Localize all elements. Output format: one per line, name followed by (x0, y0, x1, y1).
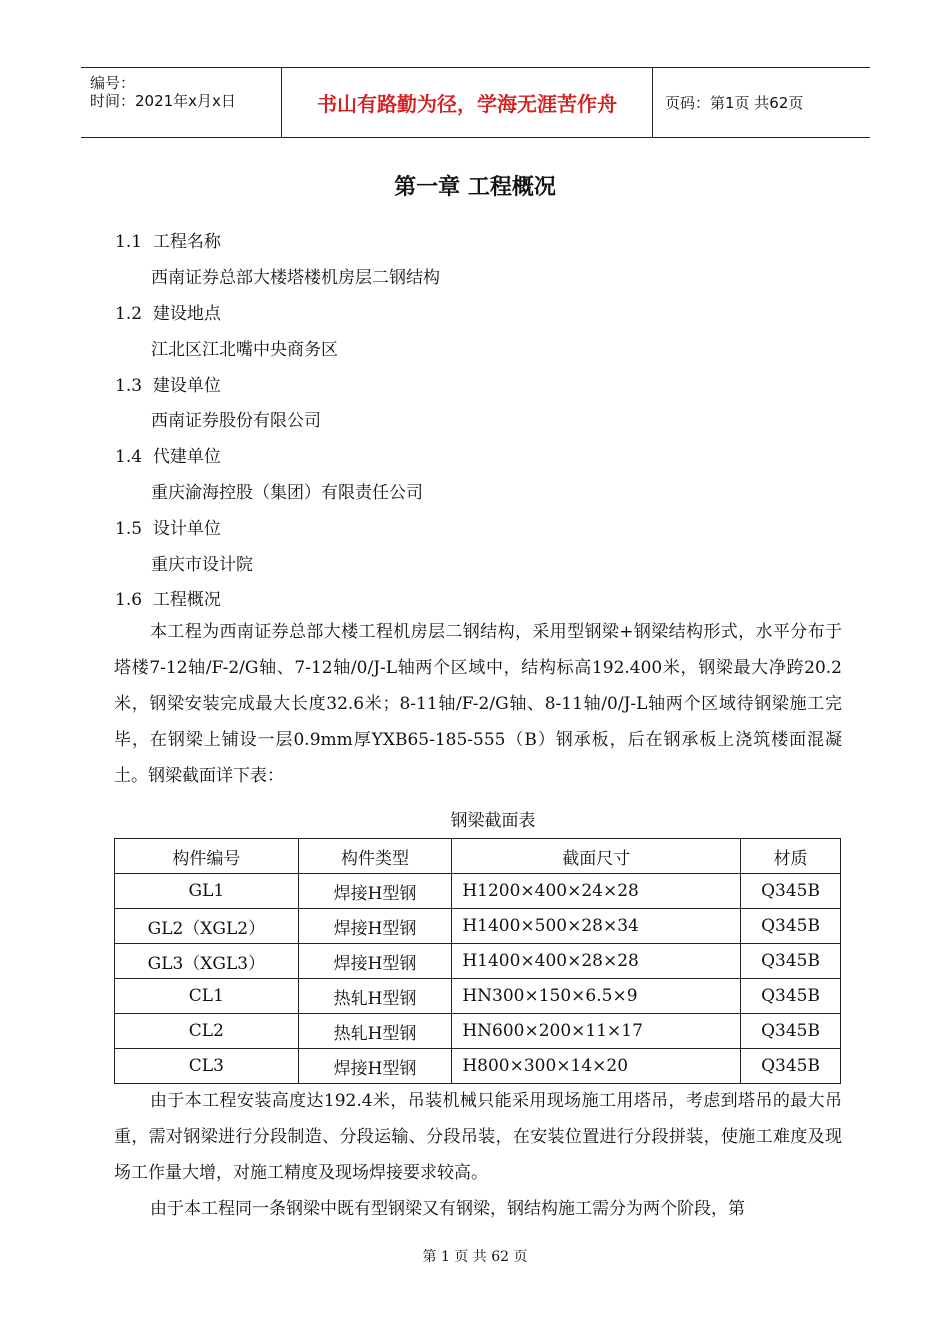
overview-paragraph: 本工程为西南证券总部大楼工程机房层二钢结构，采用型钢梁+钢梁结构形式，水平分布于塔楼7-12轴/F-2/G轴、7-12轴/0/J-L轴两个区域中，结构标高192.400米，钢梁最大净跨20.2米，钢梁安装完成最大长度32.6米；8-11轴/F-2/G轴、8-11轴/0/J-L轴两个区域待钢梁施工完毕，在钢梁上铺设一层0.9mm厚YXB65-185-555（B）钢承板，后在钢承板上浇筑楼面混凝土。钢梁截面详下表： (114, 622, 842, 786)
table-header-cell: 构件类型 (298, 839, 452, 874)
section-number: 1.6 (115, 590, 143, 610)
material: Q345B (741, 909, 841, 944)
header-page-info: 页码：第1页 共62页 (665, 94, 804, 112)
member-type: 热轧H型钢 (298, 1014, 452, 1049)
table-header-cell: 截面尺寸 (452, 839, 741, 874)
section-title: 代建单位 (152, 447, 221, 467)
section-title: 设计单位 (152, 519, 221, 539)
member-type: 焊接H型钢 (298, 1049, 452, 1084)
section-value: 西南证券股份有限公司 (151, 411, 321, 431)
table-row (115, 944, 841, 979)
table-header-cell: 材质 (741, 839, 841, 874)
section-number: 1.1 (115, 232, 143, 252)
installation-paragraph: 由于本工程安装高度达192.4米，吊装机械只能采用现场施工用塔吊，考虑到塔吊的最大吊重，需对钢梁进行分段制造、分段运输、分段吊装，在安装位置进行分段拼装，使施工难度及现场工作量大增，对施工精度及现场焊接要求较高。 (114, 1091, 842, 1183)
section-heading (115, 299, 221, 324)
table-row (115, 979, 841, 1014)
section-number: 1.5 (115, 519, 143, 539)
table-row (115, 909, 841, 944)
member-type: 热轧H型钢 (298, 979, 452, 1014)
document-header (81, 67, 870, 138)
material: Q345B (741, 1049, 841, 1084)
section-title: 建设单位 (152, 376, 221, 396)
section-number: 1.4 (115, 447, 143, 467)
section-number: 1.3 (115, 376, 143, 396)
section-size: H1200×400×24×28 (452, 874, 741, 909)
section-heading (115, 371, 221, 396)
code-label: 编号： (90, 74, 136, 92)
member-id: GL1 (115, 874, 299, 909)
construction-paragraph: 由于本工程同一条钢梁中既有型钢梁又有钢梁，钢结构施工需分为两个阶段，第 (150, 1199, 745, 1219)
section-value: 西南证券总部大楼塔楼机房层二钢结构 (151, 268, 440, 288)
section-heading (115, 585, 221, 610)
table-row (115, 1049, 841, 1084)
material: Q345B (741, 874, 841, 909)
member-id: CL3 (115, 1049, 299, 1084)
material: Q345B (741, 979, 841, 1014)
member-type: 焊接H型钢 (298, 874, 452, 909)
section-title: 工程概况 (152, 590, 221, 610)
section-size: H1400×500×28×34 (452, 909, 741, 944)
section-number: 1.2 (115, 304, 143, 324)
header-meta-cell (81, 68, 282, 137)
section-heading (115, 442, 221, 467)
header-motto: 书山有路勤为径，学海无涯苦作舟 (282, 68, 653, 137)
section-title: 工程名称 (152, 232, 221, 252)
time-label: 时间：2021年x月x日 (90, 92, 236, 110)
beam-section-table (114, 838, 841, 1084)
table-caption: 钢梁截面表 (450, 811, 536, 831)
section-heading (115, 514, 221, 539)
section-value: 江北区江北嘴中央商务区 (151, 340, 338, 360)
section-size: HN600×200×11×17 (452, 1014, 741, 1049)
section-size: HN300×150×6.5×9 (452, 979, 741, 1014)
member-type: 焊接H型钢 (298, 909, 452, 944)
table-header-row (115, 839, 841, 874)
page-footer: 第 1 页 共 62 页 (422, 1249, 528, 1265)
table-header-cell: 构件编号 (115, 839, 299, 874)
section-heading (115, 227, 221, 252)
member-id: GL2（XGL2） (115, 909, 299, 944)
material: Q345B (741, 1014, 841, 1049)
table-row (115, 1014, 841, 1049)
member-id: CL1 (115, 979, 299, 1014)
section-title: 建设地点 (152, 304, 221, 324)
material: Q345B (741, 944, 841, 979)
member-id: CL2 (115, 1014, 299, 1049)
section-size: H800×300×14×20 (452, 1049, 741, 1084)
table-row (115, 874, 841, 909)
chapter-title: 第一章 工程概况 (394, 175, 556, 200)
member-id: GL3（XGL3） (115, 944, 299, 979)
member-type: 焊接H型钢 (298, 944, 452, 979)
section-value: 重庆市设计院 (151, 555, 253, 575)
section-size: H1400×400×28×28 (452, 944, 741, 979)
section-value: 重庆渝海控股（集团）有限责任公司 (151, 483, 423, 503)
